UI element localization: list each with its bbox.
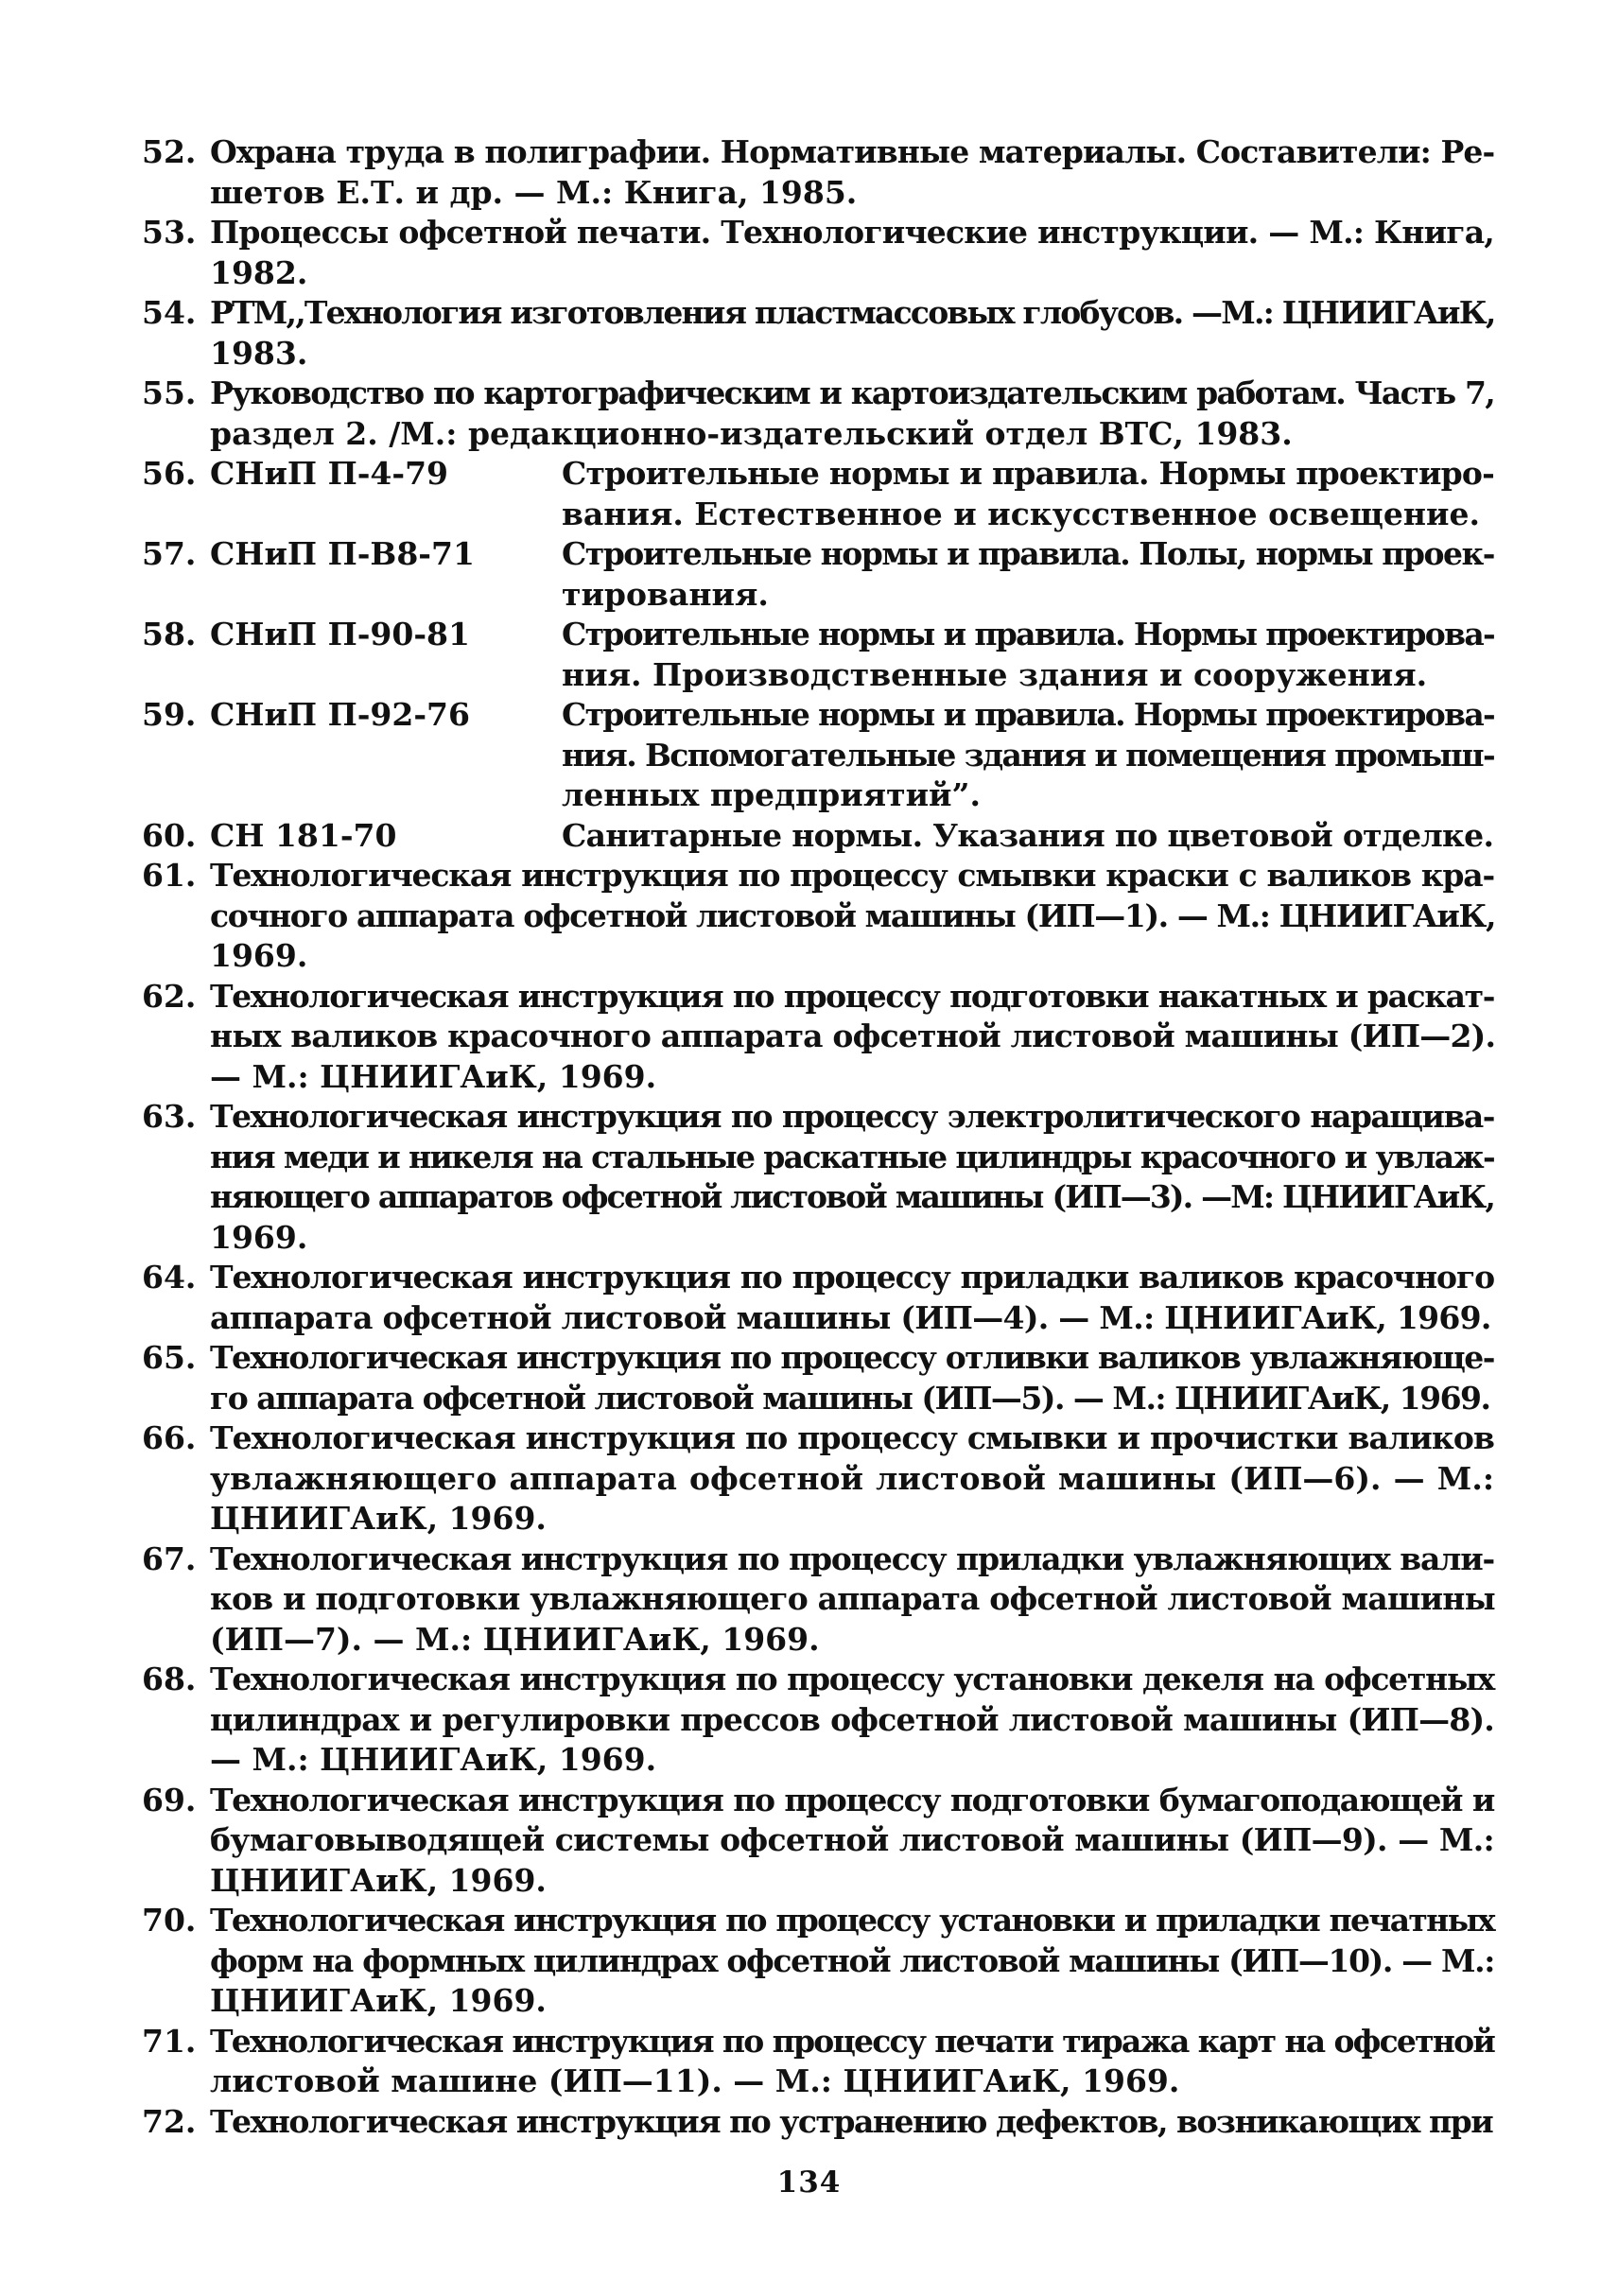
reference-line: листовой машине (ИП—11). — М.: ЦНИИГАиК, 1969. (210, 2062, 1180, 2099)
reference-text (210, 2102, 1494, 2143)
reference-line: Технологическая инструкция по устранению дефектов, возникающих при (210, 2102, 1493, 2140)
reference-item (142, 1097, 1494, 1258)
reference-text (210, 1660, 1494, 1781)
reference-number: 53. (142, 214, 197, 251)
reference-line: 1983. (210, 334, 308, 372)
reference-line: ния. Вспомогательные здания и помещения промыш- (562, 736, 1495, 774)
reference-line: ЦНИИГАиК, 1969. (210, 1500, 547, 1537)
reference-line: увлажняющего аппарата офсетной листовой машины (ИП—6). — М.: (210, 1459, 1494, 1497)
reference-item (142, 454, 1494, 534)
reference-number: 60. (142, 816, 197, 854)
reference-code: СНиП П-92-76 (210, 696, 470, 733)
reference-line: Санитарные нормы. Указания по цветовой отделке. (562, 816, 1494, 854)
reference-line: 1982. (210, 253, 308, 291)
reference-line: Строительные нормы и правила. Полы, нормы проек- (562, 535, 1494, 572)
reference-number: 57. (142, 535, 197, 572)
reference-text (210, 1338, 1494, 1418)
reference-line: го аппарата офсетной листовой машины (ИП—5). — М.: ЦНИИГАиК, 1969. (210, 1379, 1490, 1417)
reference-text (210, 1258, 1494, 1338)
reference-line: ков и подготовки увлажняющего аппарата офсетной листовой машины (210, 1580, 1495, 1617)
reference-line: Технологическая инструкция по процессу установки декеля на офсетных (210, 1661, 1494, 1697)
reference-number: 55. (142, 374, 197, 411)
reference-text (562, 534, 1494, 615)
reference-code: СНиП П-4-79 (210, 455, 449, 492)
reference-line: ния меди и никеля на стальные раскатные цилиндры красочного и увлаж- (210, 1138, 1494, 1175)
reference-item (142, 293, 1494, 374)
reference-number: 68. (142, 1661, 197, 1697)
reference-text (210, 856, 1494, 977)
reference-code: СНиП П-90-81 (210, 616, 470, 652)
reference-item (142, 2022, 1494, 2102)
reference-line: форм на формных цилиндрах офсетной листовой машины (ИП—10). — М.: (210, 1941, 1494, 1979)
reference-line: Технологическая инструкция по процессу подготовки накатных и раскат- (210, 977, 1494, 1015)
reference-line: 1969. (210, 937, 308, 974)
reference-number: 62. (142, 977, 197, 1015)
reference-line: Технологическая инструкция по процессу отливки валиков увлажняюще- (210, 1339, 1494, 1376)
reference-line: (ИП—7). — М.: ЦНИИГАиК, 1969. (210, 1620, 820, 1658)
reference-line: Технологическая инструкция по процессу печати тиража карт на офсетной (210, 2022, 1494, 2060)
reference-number: 56. (142, 455, 197, 492)
reference-line: — М.: ЦНИИГАиК, 1969. (210, 1741, 657, 1778)
reference-line: шетов Е.Т. и др. — М.: Книга, 1985. (210, 173, 858, 211)
reference-line: Технологическая инструкция по процессу смывки краски с валиков кра- (210, 857, 1494, 894)
reference-item (142, 1781, 1494, 1902)
reference-line: Технологическая инструкция по процессу смывки и прочистки валиков (210, 1419, 1494, 1456)
reference-line: Процессы офсетной печати. Технологические инструкции. — М.: Книга, (210, 214, 1494, 251)
reference-number: 64. (142, 1259, 197, 1296)
reference-text (210, 1781, 1494, 1902)
reference-text (210, 1418, 1494, 1539)
reference-number: 54. (142, 294, 197, 331)
reference-line: Строительные нормы и правила. Нормы проектиро- (562, 455, 1494, 492)
reference-line: Охрана труда в полиграфии. Нормативные материалы. Составители: Ре- (210, 133, 1495, 170)
reference-line: ния. Производственные здания и сооружения. (562, 655, 1428, 693)
reference-item (142, 1418, 1494, 1539)
reference-text (562, 454, 1494, 534)
reference-number: 61. (142, 857, 197, 894)
reference-line: ленных предприятий”. (562, 776, 981, 813)
reference-line: бумаговыводящей системы офсетной листовой машины (ИП—9). — М.: (210, 1821, 1494, 1858)
reference-code: СН 181-70 (210, 816, 397, 854)
reference-number: 63. (142, 1098, 197, 1135)
reference-text (210, 977, 1494, 1098)
reference-list (142, 132, 1494, 2142)
reference-number: 52. (142, 133, 197, 170)
reference-text (210, 1901, 1494, 2022)
reference-code: СНиП П-В8-71 (210, 535, 475, 572)
reference-item (142, 1258, 1494, 1338)
reference-line: ЦНИИГАиК, 1969. (210, 1861, 547, 1899)
reference-item (142, 213, 1494, 293)
reference-text (210, 1097, 1494, 1258)
reference-line: Руководство по картографическим и картоиздательским работам. Часть 7, (210, 374, 1494, 411)
reference-line: Технологическая инструкция по процессу подготовки бумагоподающей и (210, 1781, 1494, 1818)
reference-number: 72. (142, 2102, 197, 2140)
reference-text (210, 374, 1494, 454)
reference-line: Технологическая инструкция по процессу установки и приладки печатных (210, 1902, 1494, 1939)
reference-item (142, 1660, 1494, 1781)
reference-number: 70. (142, 1902, 197, 1939)
reference-number: 59. (142, 696, 197, 733)
reference-item (142, 1338, 1494, 1418)
reference-number: 65. (142, 1339, 197, 1376)
reference-item (142, 132, 1494, 213)
reference-item (142, 856, 1494, 977)
reference-number: 66. (142, 1419, 197, 1456)
reference-line: Технологическая инструкция по процессу приладки валиков красочного (210, 1259, 1494, 1296)
reference-number: 71. (142, 2022, 197, 2060)
reference-text (562, 816, 1494, 857)
reference-item (142, 374, 1494, 454)
reference-line: Технологическая инструкция по процессу электролитического наращива- (210, 1098, 1494, 1135)
reference-line: ЦНИИГАиК, 1969. (210, 1982, 547, 2019)
reference-number: 67. (142, 1539, 197, 1577)
reference-line: аппарата офсетной листовой машины (ИП—4). — М.: ЦНИИГАиК, 1969. (210, 1298, 1491, 1336)
reference-text (562, 695, 1494, 816)
reference-number: 69. (142, 1781, 197, 1818)
reference-item (142, 977, 1494, 1098)
reference-item (142, 2102, 1494, 2143)
reference-line: — М.: ЦНИИГАиК, 1969. (210, 1057, 657, 1095)
reference-line: Строительные нормы и правила. Нормы проектирова- (562, 616, 1494, 652)
reference-text (210, 213, 1494, 293)
reference-line: РТМ,,Технология изготовления пластмассовых глобусов. —М.: ЦНИИГАиК, (210, 294, 1495, 331)
page-number: 134 (776, 2166, 842, 2200)
reference-line: 1969. (210, 1218, 308, 1256)
reference-item (142, 1539, 1494, 1661)
reference-line: ных валиков красочного аппарата офсетной листовой машины (ИП—2). (210, 1018, 1496, 1054)
reference-text (210, 293, 1494, 374)
reference-number: 58. (142, 616, 197, 652)
reference-text (210, 132, 1494, 213)
reference-line: вания. Естественное и искусственное освещение. (562, 495, 1480, 532)
reference-text (210, 1539, 1494, 1661)
reference-line: тирования. (562, 575, 769, 613)
reference-line: сочного аппарата офсетной листовой машины (ИП—1). — М.: ЦНИИГАиК, (210, 896, 1496, 934)
reference-text (562, 615, 1494, 695)
reference-item (142, 615, 1494, 695)
reference-item (142, 816, 1494, 857)
reference-line: Строительные нормы и правила. Нормы проектирова- (562, 696, 1494, 733)
reference-item (142, 695, 1494, 816)
reference-item (142, 1901, 1494, 2022)
reference-text (210, 2022, 1494, 2102)
reference-line: няющего аппаратов офсетной листовой машины (ИП—3). —М: ЦНИИГАиК, (210, 1178, 1494, 1215)
reference-line: Технологическая инструкция по процессу приладки увлажняющих вали- (210, 1539, 1494, 1577)
reference-item (142, 534, 1494, 615)
reference-line: раздел 2. /М.: редакционно-издательский отдел ВТС, 1983. (210, 414, 1293, 452)
reference-line: цилиндрах и регулировки прессов офсетной листовой машины (ИП—8). (210, 1700, 1494, 1738)
